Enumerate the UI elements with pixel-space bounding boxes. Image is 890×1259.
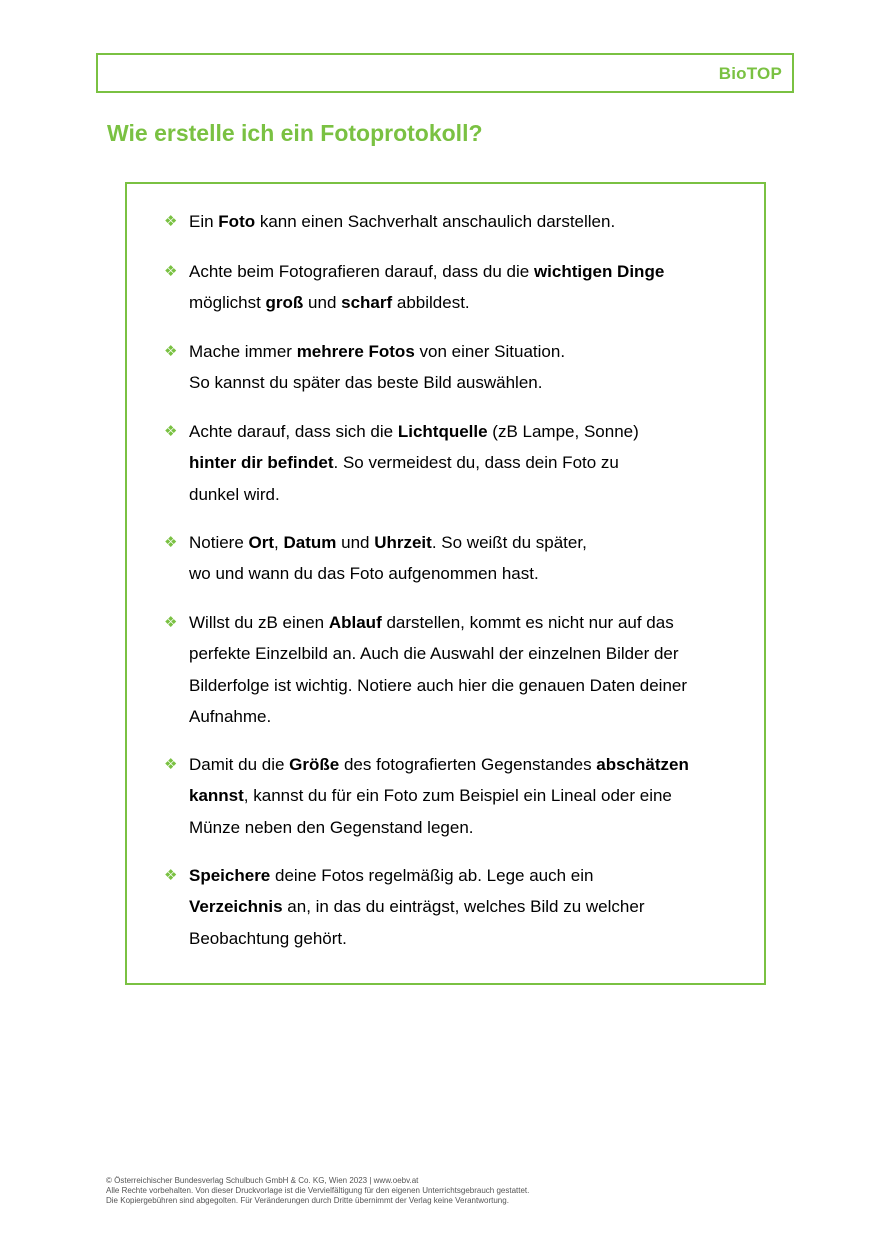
text-run: (zB Lampe, Sonne) <box>487 422 639 441</box>
bold-text: Uhrzeit <box>374 533 432 552</box>
bullet-item <box>164 607 724 732</box>
bullet-text <box>189 860 724 954</box>
text-run: Beobachtung gehört. <box>189 928 347 948</box>
bold-text: abschätzen <box>596 755 689 774</box>
text-run: möglichst <box>189 293 266 313</box>
footer-line: Die Kopiergebühren sind abgegolten. Für Veränderungen durch Dritte übernimmt der Verlag keine Verantwortung. <box>106 1196 509 1205</box>
bullet-item <box>164 256 724 319</box>
text-run: von einer Situation. <box>414 342 566 361</box>
bold-text: Größe <box>289 755 340 774</box>
diamond-cross-icon: ❖ <box>164 867 178 884</box>
text-run: , kannst du für ein Foto zum Beispiel ein Lineal oder eine <box>243 786 672 806</box>
text-run: Ein <box>189 212 219 231</box>
content-box <box>125 182 766 985</box>
bold-text: scharf <box>341 293 393 313</box>
bullet-item <box>164 336 724 399</box>
bold-text: wichtigen Dinge <box>533 262 665 281</box>
bullet-item <box>164 527 724 590</box>
text-run: Notiere <box>189 533 249 552</box>
text-run: wo und wann du das Foto aufgenommen hast. <box>189 564 539 584</box>
bold-text: Speichere <box>189 866 271 885</box>
bullet-item <box>164 749 724 843</box>
text-run: So kannst du später das beste Bild auswählen. <box>189 373 543 393</box>
diamond-cross-icon: ❖ <box>164 343 178 360</box>
brand-label: BioTOP <box>718 64 782 83</box>
bold-text: Lichtquelle <box>397 422 488 441</box>
bold-text: kannst <box>189 786 244 806</box>
text-run: und <box>336 533 375 552</box>
bold-text: Foto <box>218 212 256 231</box>
text-run: . So vermeidest du, dass dein Foto zu <box>333 453 619 473</box>
footer-copyright <box>106 1176 529 1206</box>
text-run: perfekte Einzelbild an. Auch die Auswahl der einzelnen Bilder der <box>189 644 679 664</box>
bold-text: Ort <box>248 533 275 552</box>
text-run: Münze neben den Gegenstand legen. <box>189 817 474 837</box>
text-run: kann einen Sachverhalt anschaulich darstellen. <box>255 212 616 231</box>
footer-line: Alle Rechte vorbehalten. Von dieser Druckvorlage ist die Vervielfältigung für den eigenen Unterrichtsgebrauch gestattet. <box>106 1186 530 1195</box>
bold-text: Ablauf <box>328 613 382 632</box>
header-box <box>96 53 794 93</box>
text-run: darstellen, kommt es nicht nur auf das <box>381 613 674 632</box>
text-run: an, in das du einträgst, welches Bild zu welcher <box>282 897 645 917</box>
bullet-text <box>189 336 724 399</box>
text-run: dunkel wird. <box>189 484 280 504</box>
text-run: , <box>274 533 284 552</box>
diamond-cross-icon: ❖ <box>164 614 178 631</box>
bullet-text <box>189 607 724 732</box>
text-run: abbildest. <box>392 293 470 313</box>
text-run: Mache immer <box>189 342 297 361</box>
bold-text: hinter dir befindet <box>189 453 334 473</box>
bullet-item <box>164 860 724 954</box>
text-run: Achte darauf, dass sich die <box>189 422 398 441</box>
bold-text: mehrere Fotos <box>296 342 415 361</box>
bullet-text <box>189 256 724 319</box>
text-run: Bilderfolge ist wichtig. Notiere auch hier die genauen Daten deiner <box>189 675 688 695</box>
text-run: und <box>303 293 342 313</box>
diamond-cross-icon: ❖ <box>164 423 178 440</box>
diamond-cross-icon: ❖ <box>164 534 178 551</box>
footer-line: © Österreichischer Bundesverlag Schulbuch GmbH & Co. KG, Wien 2023 | www.oebv.at <box>106 1176 419 1185</box>
diamond-cross-icon: ❖ <box>164 263 178 280</box>
text-run: des fotografierten Gegenstandes <box>339 755 597 774</box>
bullet-item <box>164 206 724 237</box>
text-run: . So weißt du später, <box>431 533 587 552</box>
bullet-item <box>164 416 724 510</box>
text-run: deine Fotos regelmäßig ab. Lege auch ein <box>270 866 594 885</box>
bullet-text <box>189 416 724 510</box>
bullet-text <box>189 206 724 237</box>
diamond-cross-icon: ❖ <box>164 213 178 230</box>
text-run: Willst du zB einen <box>189 613 329 632</box>
page-title: Wie erstelle ich ein Fotoprotokoll? <box>107 120 483 146</box>
bold-text: Datum <box>283 533 337 552</box>
bullet-text <box>189 749 724 843</box>
bullet-text <box>189 527 724 590</box>
diamond-cross-icon: ❖ <box>164 756 178 773</box>
text-run: Aufnahme. <box>189 706 272 726</box>
bold-text: groß <box>265 293 304 313</box>
text-run: Achte beim Fotografieren darauf, dass du die <box>189 262 534 281</box>
bold-text: Verzeichnis <box>189 897 283 917</box>
text-run: Damit du die <box>189 755 290 774</box>
